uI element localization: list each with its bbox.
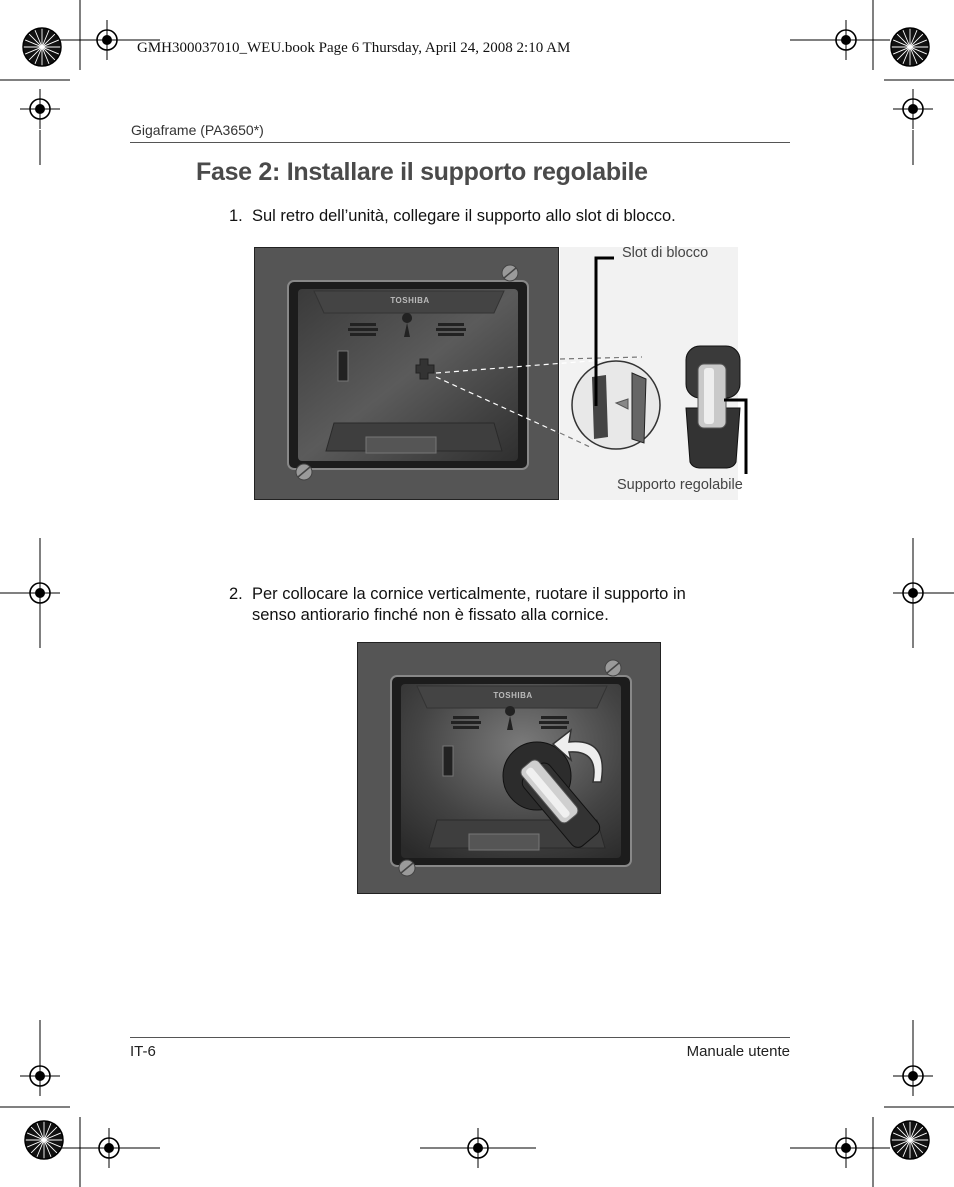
- callout-slot-label: Slot di blocco: [622, 245, 709, 261]
- speaker-grille-right: [539, 716, 569, 729]
- starburst-bottom-left-mark: [25, 1121, 63, 1159]
- step-2: [229, 584, 789, 628]
- starburst-top-left-mark: [23, 28, 61, 66]
- power-switch: [443, 746, 453, 776]
- print-slug: GMH300037010_WEU.book Page 6 Thursday, April 24, 2008 2:10 AM: [137, 40, 571, 56]
- step-1-text: Sul retro dell’unità, collegare il supporto allo slot di blocco.: [252, 207, 676, 225]
- speaker-grille-left: [348, 323, 378, 336]
- callout-leader-stand: [718, 394, 758, 484]
- footer-rule: [130, 1037, 790, 1038]
- brand-logo: TOSHIBA: [390, 296, 430, 305]
- magnified-stand-edge: [632, 373, 646, 443]
- stand-clip-highlight: [704, 368, 714, 424]
- running-header: Gigaframe (PA3650*): [131, 122, 264, 138]
- starburst-bottom-right-mark: [891, 1121, 929, 1159]
- crosshair-right-lower-mark: [893, 1056, 933, 1096]
- speaker-grille-left: [451, 716, 481, 729]
- brand-logo: TOSHIBA: [493, 691, 533, 700]
- crosshair-left-lower-mark: [20, 1056, 60, 1096]
- step-2-text-line-2: senso antiorario finché non è fissato alla cornice.: [252, 606, 609, 624]
- page-number: IT-6: [130, 1043, 156, 1060]
- crosshair-right-upper-mark: [893, 89, 933, 129]
- step-2-text-line-1: Per collocare la cornice verticalmente, ruotare il supporto in: [252, 585, 686, 603]
- figure-2-frame-rotation-illustration: [357, 642, 661, 894]
- callout-stand-label: Supporto regolabile: [617, 477, 743, 493]
- step-2-number: 2.: [229, 585, 243, 603]
- manual-title: Manuale utente: [686, 1043, 790, 1060]
- page-title: Fase 2: Installare il supporto regolabile: [196, 158, 648, 186]
- label-plate: [469, 834, 539, 850]
- header-rule: [130, 142, 790, 143]
- power-switch: [338, 351, 348, 381]
- step-1: [229, 206, 769, 228]
- callout-leader-slot: [590, 252, 630, 422]
- starburst-top-right-mark: [891, 28, 929, 66]
- step-1-number: 1.: [229, 207, 243, 225]
- step-2-text: [252, 584, 686, 626]
- crosshair-left-upper-mark: [20, 89, 60, 129]
